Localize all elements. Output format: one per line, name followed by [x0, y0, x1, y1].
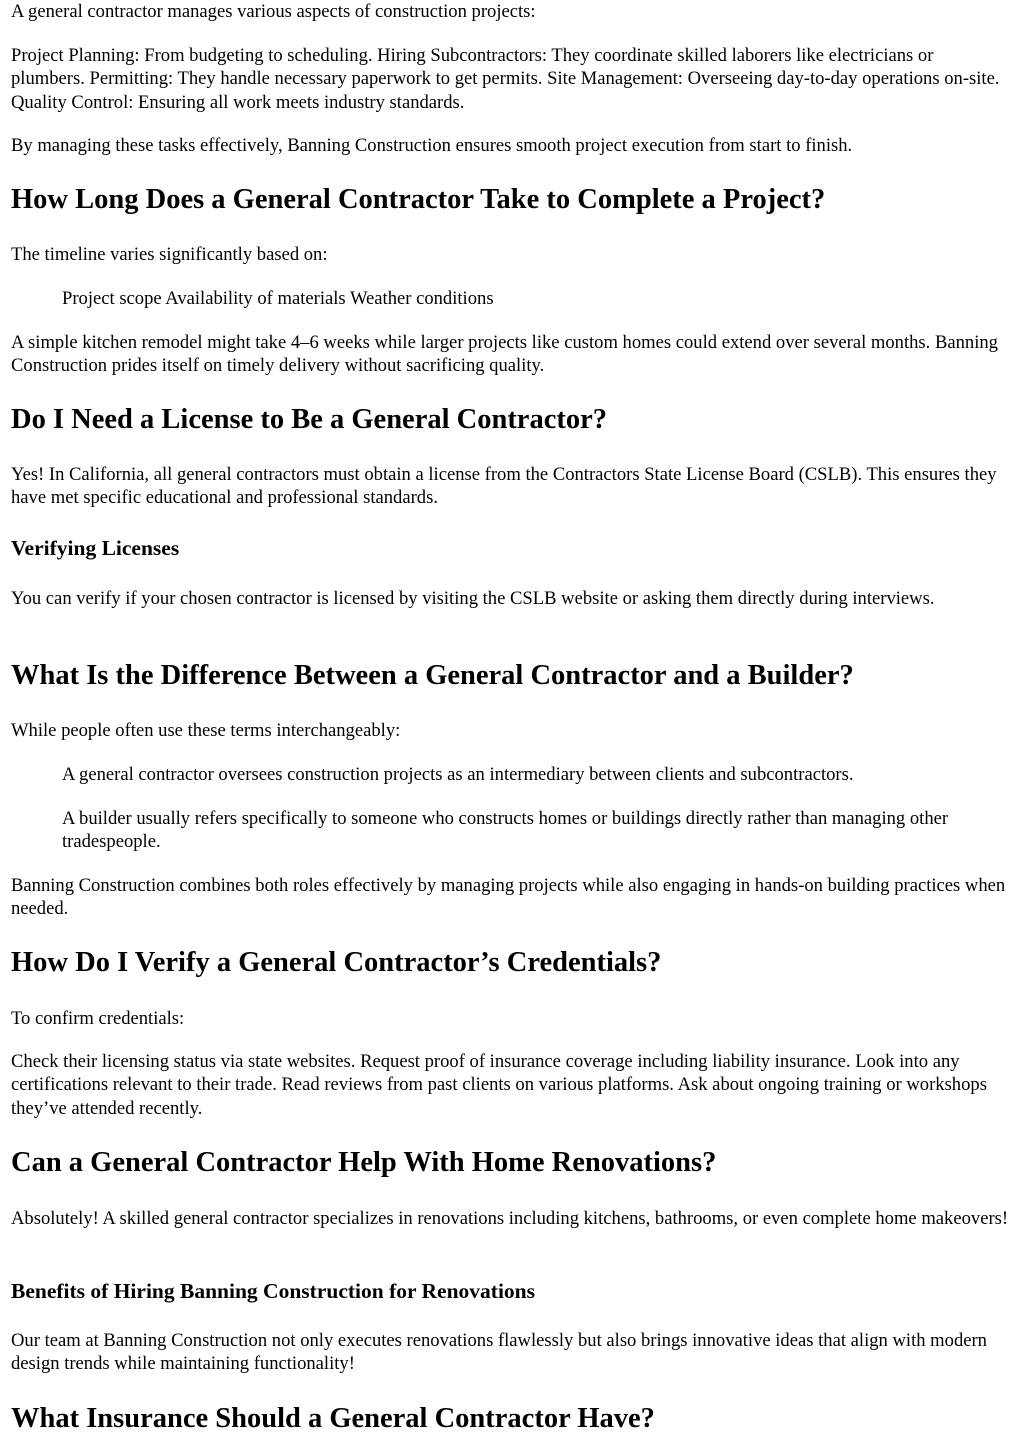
- timeline-body: A simple kitchen remodel might take 4–6 weeks while larger projects like custom homes could extend over several months. Banning Construction prides itself on timely delivery without sacrificing quality.: [11, 332, 998, 377]
- renovations-heading: Can a General Contractor Help With Home Renovations?: [11, 1147, 717, 1178]
- timeline-factors: Project scope Availability of materials Weather conditions: [62, 288, 494, 309]
- license-body: Yes! In California, all general contractors must obtain a license from the Contractors State License Board (CSLB). This ensures they have met specific educational and professional standards.: [11, 464, 997, 509]
- timeline-heading: How Long Does a General Contractor Take to Complete a Project?: [11, 184, 826, 215]
- credentials-lead: To confirm credentials:: [11, 1008, 185, 1029]
- renovations-sub-body: Our team at Banning Construction not only executes renovations flawlessly but also brings innovative ideas that align with modern design trends while maintaining functionality!: [11, 1330, 987, 1375]
- difference-lead: While people often use these terms interchangeably:: [11, 720, 401, 741]
- renovations-body: Absolutely! A skilled general contractor specializes in renovations including kitchens, bathrooms, or even complete home makeovers!: [11, 1208, 1009, 1229]
- credentials-heading: How Do I Verify a General Contractor’s Credentials?: [11, 947, 662, 978]
- difference-body: Banning Construction combines both roles effectively by managing projects while also engaging in hands-on building practices when needed.: [11, 875, 1006, 920]
- intro-lead: A general contractor manages various aspects of construction projects:: [11, 1, 536, 22]
- license-sub-body: You can verify if your chosen contractor is licensed by visiting the CSLB website or asking them directly during interviews.: [11, 588, 935, 609]
- license-heading: Do I Need a License to Be a General Contractor?: [11, 404, 607, 435]
- difference-heading: What Is the Difference Between a General Contractor and a Builder?: [11, 660, 854, 691]
- timeline-lead: The timeline varies significantly based on:: [11, 244, 328, 265]
- license-subheading: Verifying Licenses: [11, 536, 180, 560]
- intro-tasks: Project Planning: From budgeting to scheduling. Hiring Subcontractors: They coordinate skilled laborers like electricians or plumbers. Permitting: They handle necessary paperwork to get permits. Site Management: Overseeing day-to-day operations on-site. Quality Control: Ensuring all work meets industry standards.: [11, 45, 1000, 113]
- renovations-subheading: Benefits of Hiring Banning Construction for Renovations: [11, 1279, 535, 1303]
- credentials-body: Check their licensing status via state websites. Request proof of insurance coverage including liability insurance. Look into any certifications relevant to their trade. Read reviews from past clients on various platforms. Ask about ongoing training or workshops they’ve attended recently.: [11, 1051, 987, 1119]
- difference-point-builder: A builder usually refers specifically to someone who constructs homes or buildings directly rather than managing other tradespeople.: [62, 808, 949, 853]
- difference-point-contractor: A general contractor oversees construction projects as an intermediary between clients and subcontractors.: [62, 764, 854, 785]
- intro-summary: By managing these tasks effectively, Banning Construction ensures smooth project execution from start to finish.: [11, 135, 853, 156]
- insurance-heading: What Insurance Should a General Contractor Have?: [11, 1403, 655, 1434]
